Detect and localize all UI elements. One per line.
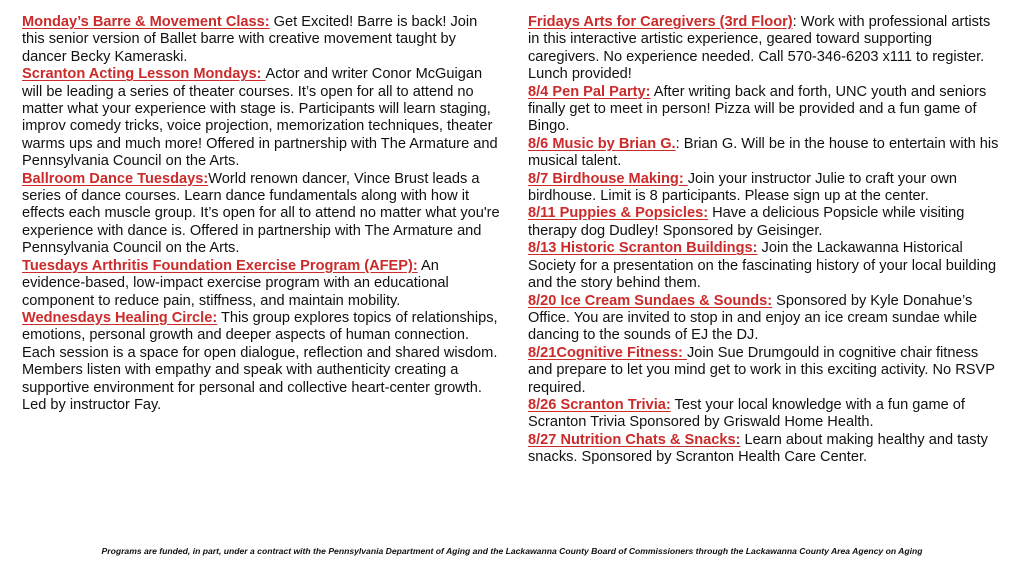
event-entry-nutrition	[528, 432, 1004, 467]
event-description: Join your instructor Julie to craft your own birdhouse. Limit is 8 participants. Please sign up at the center.	[528, 170, 958, 205]
event-entry-historic-buildings	[528, 240, 1004, 292]
event-title: 8/11 Puppies & Popsicles:	[528, 205, 709, 222]
event-title: 8/7 Birdhouse Making:	[528, 170, 688, 187]
program-entry-healing-circle	[22, 310, 500, 414]
event-description: Learn about making healthy and tasty snacks. Sponsored by Scranton Health Care Center.	[528, 431, 988, 466]
funding-footer: Programs are funded, in part, under a contract with the Pennsylvania Department of Aging and the Lackawanna County Board of Commissioners through the Lackawanna County Area Agency on Aging	[101, 546, 923, 556]
program-entry-barre	[22, 14, 500, 66]
event-title: Fridays Arts for Caregivers (3rd Floor)	[528, 14, 793, 30]
program-title: Scranton Acting Lesson Mondays:	[22, 66, 266, 83]
event-title: 8/20 Ice Cream Sundaes & Sounds:	[528, 292, 773, 309]
event-description: After writing back and forth, UNC youth and seniors finally get to meet in person! Pizza will be provided and a fun game of Bingo.	[528, 83, 987, 135]
program-description: An evidence-based, low-impact exercise program with an educational component to reduce pain, stiffness, and maintain mobility.	[22, 257, 449, 309]
event-description: Join Sue Drumgould in cognitive chair fitness and prepare to let you mind get to work in this exciting activity. No RSVP required.	[528, 344, 995, 396]
event-description: Join the Lackawanna Historical Society for a presentation on the fascinating history of your local building and the story behind them.	[528, 240, 997, 292]
event-entry-ice-cream	[528, 293, 1004, 345]
event-description: : Brian G. Will be in the house to entertain with his musical talent.	[528, 135, 999, 170]
program-title: Ballroom Dance Tuesdays:	[22, 170, 209, 187]
event-title: 8/4 Pen Pal Party:	[528, 83, 651, 100]
event-description: Sponsored by Kyle Donahue’s Office. You are invited to stop in and enjoy an ice cream sundae while dancing to the sounds of EJ the DJ.	[528, 292, 978, 344]
event-entry-music	[528, 136, 1004, 171]
event-entry-arts-caregivers	[528, 14, 1004, 84]
program-title: Tuesdays Arthritis Foundation Exercise Program (AFEP):	[22, 257, 418, 274]
program-description: World renown dancer, Vince Brust leads a series of dance courses. Learn dance fundamentals along with how it effects each muscle group. It’s open for all to attend no matter what you're experience with dance is. Offered in partnership with The Armature and Pennsylvania Council on the Arts.	[22, 170, 500, 257]
left-column	[22, 14, 500, 414]
event-entry-puppies	[528, 205, 1004, 240]
program-description: This group explores topics of relationships, emotions, personal growth and deeper aspects of human connection. Each session is a space for open dialogue, reflection and shared wisdom. Members listen with empathy and speak with authenticity creating a supportive environment for personal and collective heart-center growth. Led by instructor Fay.	[22, 309, 498, 413]
event-title: 8/13 Historic Scranton Buildings:	[528, 240, 758, 257]
program-entry-ballroom	[22, 171, 500, 258]
program-description: Actor and writer Conor McGuigan will be leading a series of theater courses. It’s open for all to attend no matter what your experience with stage is. Participants will learn staging, improv comedy tricks, voice projection, memorization techniques, theater warms ups and much more! Offered in partnership with The Armature and Pennsylvania Council on the Arts.	[22, 66, 498, 170]
right-column	[528, 14, 1004, 467]
event-title: 8/27 Nutrition Chats & Snacks:	[528, 431, 741, 448]
event-entry-trivia	[528, 397, 1004, 432]
event-title: 8/26 Scranton Trivia:	[528, 396, 671, 413]
event-title: 8/21Cognitive Fitness:	[528, 344, 687, 361]
event-description: : Work with professional artists in this interactive artistic experience, geared toward supporting caregivers. No experience needed. Call 570-346-6203 x111 to register. Lunch provided!	[528, 14, 991, 83]
event-entry-cognitive-fitness	[528, 345, 1004, 397]
program-title: Wednesdays Healing Circle:	[22, 309, 218, 326]
program-entry-afep	[22, 258, 500, 310]
event-entry-birdhouse	[528, 171, 1004, 206]
program-title: Monday’s Barre & Movement Class:	[22, 14, 270, 30]
event-description: Test your local knowledge with a fun game of Scranton Trivia Sponsored by Griswald Home Health.	[528, 396, 965, 431]
event-title: 8/6 Music by Brian G.	[528, 135, 676, 152]
event-description: Have a delicious Popsicle while visiting therapy dog Dudley! Sponsored by Geisinger.	[528, 205, 965, 239]
program-description: Get Excited! Barre is back! Join this senior version of Ballet barre with creative movement taught by dancer Becky Kameraski.	[22, 14, 478, 65]
program-entry-acting	[22, 66, 500, 170]
event-entry-pen-pal	[528, 84, 1004, 136]
